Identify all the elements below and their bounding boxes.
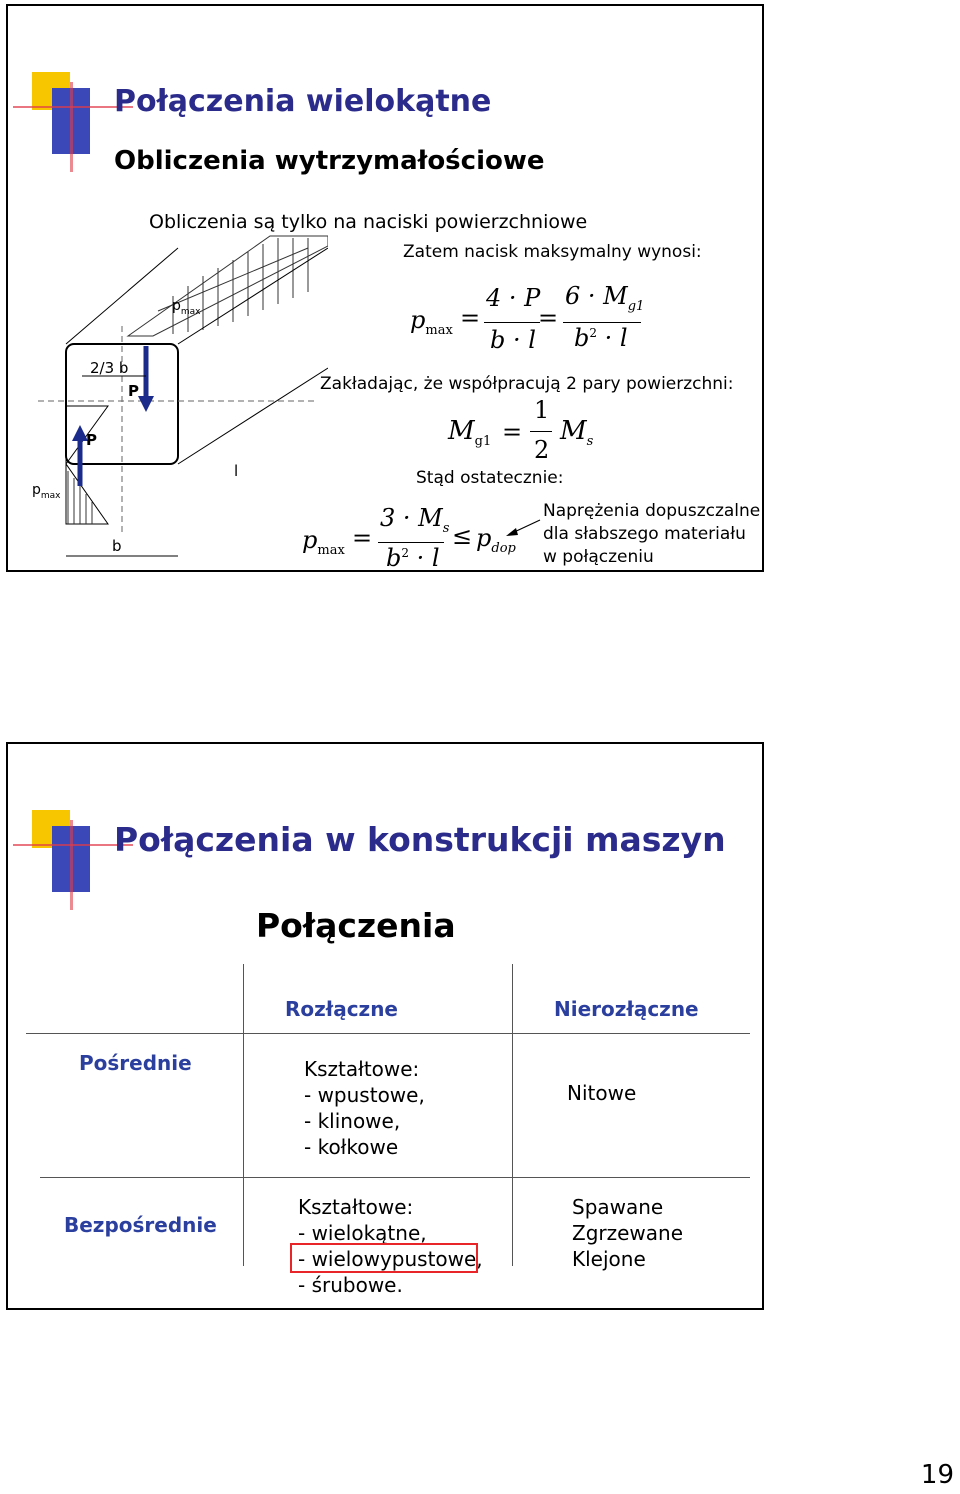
cell-posrednie-rozlaczne: Kształtowe: - wpustowe, - klinowe, - kołkowe bbox=[304, 1057, 425, 1159]
diagram-label-p-top: P bbox=[128, 382, 139, 400]
diagram-label-p-left: P bbox=[86, 431, 97, 449]
hence-text: Stąd ostatecznie: bbox=[416, 468, 564, 488]
table-divider bbox=[26, 1033, 750, 1034]
table-divider bbox=[243, 964, 244, 1266]
diagram-label-pmax-left: $p_{max}$ bbox=[32, 482, 61, 501]
cell-bezposrednie-nierozlaczne: Spawane Zgrzewane Klejone bbox=[572, 1195, 684, 1271]
cell-posrednie-nierozlaczne: Nitowe bbox=[567, 1081, 637, 1105]
diagram-label-b: b bbox=[112, 537, 122, 555]
slide-title: Połączenia w konstrukcji maszyn bbox=[114, 820, 726, 859]
table-heading: Połączenia bbox=[256, 906, 456, 945]
max-pressure-intro: Zatem nacisk maksymalny wynosi: bbox=[403, 242, 702, 262]
assumption-text: Zakładając, że współpracują 2 pary powierzchni: bbox=[320, 374, 734, 394]
intro-text: Obliczenia są tylko na naciski powierzchniowe bbox=[149, 211, 588, 233]
slide-polaczenia-wielokatne: Połączenia wielokątne Obliczenia wytrzymałościowe Obliczenia są tylko na naciski powierzchniowe $p_{max}$ 2/3 b P P l $p_{max}$ b Zatem nacisk maksymalny wynosi: $p_{max}$ = 4 · P b · l = $6 \cdot M_{g1}$ $b^2 \cdot l$ Zakładając, że współpracują 2 pary powierzchni: $M_{g1}$ = 1 2 $M_s$ Stąd ostatecznie: $p_{max}$ = $3 \cdot M_s$ $b^2 \cdot l$ ≤ $p_{dop}$ Naprężenia dopuszczalne dla słabszego materiału w połączeniu bbox=[6, 4, 764, 572]
slide-subtitle: Obliczenia wytrzymałościowe bbox=[114, 146, 545, 176]
row-header-bezposrednie: Bezpośrednie bbox=[64, 1213, 217, 1237]
cell-bezposrednie-rozlaczne: Kształtowe: - wielokątne, - wielowypustowe, - śrubowe. bbox=[298, 1195, 483, 1297]
note-allowable-stress: Naprężenia dopuszczalne dla słabszego materiału w połączeniu bbox=[543, 501, 761, 567]
highlight-box-wielowypustowe bbox=[290, 1243, 478, 1273]
slide-polaczenia-w-konstrukcji bbox=[6, 742, 764, 1310]
column-header-nierozlaczne: Nierozłączne bbox=[554, 997, 699, 1021]
row-header-posrednie: Pośrednie bbox=[79, 1051, 192, 1075]
table-divider bbox=[512, 964, 513, 1266]
diagram-label-two-thirds-b: 2/3 b bbox=[90, 359, 129, 377]
page-number: 19 bbox=[920, 1460, 954, 1490]
joint-diagram bbox=[8, 226, 328, 572]
arrow-icon bbox=[504, 518, 544, 540]
column-header-rozlaczne: Rozłączne bbox=[285, 997, 398, 1021]
diagram-label-l: l bbox=[234, 462, 239, 480]
slide-title: Połączenia wielokątne bbox=[114, 84, 492, 119]
diagram-label-pmax-top: $p_{max}$ bbox=[172, 298, 201, 317]
table-divider bbox=[40, 1177, 750, 1178]
